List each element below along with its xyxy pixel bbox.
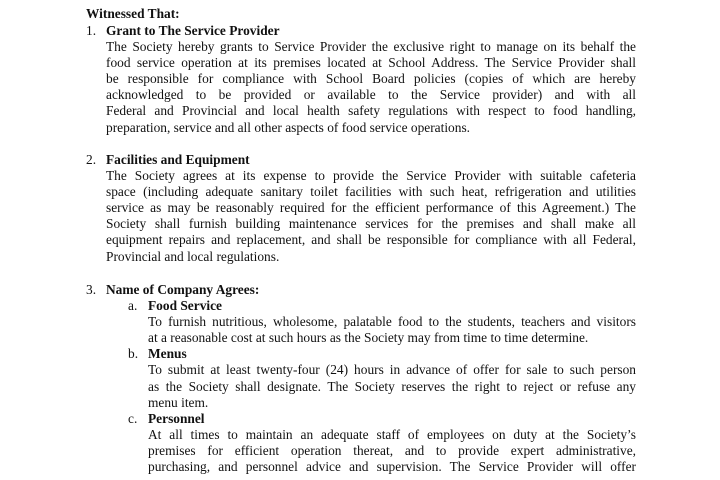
subsection-menus bbox=[128, 346, 636, 410]
body-line: acknowledged to be provided or available to the Service provider) and with all bbox=[106, 87, 636, 103]
document-heading: Witnessed That: bbox=[86, 6, 180, 21]
section-body bbox=[86, 168, 636, 265]
body-line: food service operation at its premises located at School Address. The Service Provider shall bbox=[106, 55, 636, 71]
subsection-body bbox=[128, 362, 636, 410]
body-line: preparation, service and all other aspects of food service operations. bbox=[106, 119, 471, 135]
body-line: The Society hereby grants to Service Provider the exclusive right to manage on its behalf the bbox=[106, 39, 636, 55]
subsection-body bbox=[128, 427, 636, 475]
section-title: Name of Company Agrees: bbox=[106, 282, 260, 297]
body-line: Society shall furnish building maintenance services for the premises and shall make all bbox=[106, 216, 636, 232]
section-company-agrees bbox=[86, 282, 636, 475]
body-line: at a reasonable cost at such hours as the Society may from time to time determine. bbox=[148, 330, 589, 346]
body-line: To submit at least twenty-four (24) hours in advance of offer for sale to such person bbox=[148, 362, 636, 378]
body-line: purchasing, and personnel advice and supervision. The Service Provider will offer bbox=[148, 459, 636, 475]
body-line: space (including adequate sanitary toilet facilities with such heat, refrigeration and utilities bbox=[106, 184, 636, 200]
subsection-letter: c. bbox=[128, 410, 138, 426]
body-line: equipment repairs and replacement, and shall be responsible for compliance with all Federal, bbox=[106, 232, 636, 248]
subsection-title: Menus bbox=[148, 346, 187, 362]
subsection-letter: b. bbox=[128, 346, 139, 362]
body-line: Federal and Provincial and local health safety regulations with respect to food handling, bbox=[106, 103, 636, 119]
body-line: premises for efficient operation thereat, and to provide expert administrative, bbox=[148, 442, 636, 458]
subsection-title: Food Service bbox=[148, 298, 223, 314]
section-title: Facilities and Equipment bbox=[106, 152, 250, 167]
subsection-letter: a. bbox=[128, 298, 138, 314]
section-number: 1. bbox=[86, 23, 97, 38]
body-line: Provincial and local regulations. bbox=[106, 248, 280, 264]
section-grant bbox=[86, 23, 636, 136]
body-line: service as may be reasonably required for the efficient performance of this Agreement.) The bbox=[106, 200, 636, 216]
subsection-body bbox=[128, 314, 636, 346]
section-body bbox=[86, 39, 636, 136]
section-title: Grant to The Service Provider bbox=[106, 23, 280, 38]
subsection-food-service bbox=[128, 298, 636, 346]
section-facilities bbox=[86, 152, 636, 265]
subsection-personnel bbox=[128, 411, 636, 475]
section-number: 3. bbox=[86, 282, 97, 297]
body-line: as the Society shall designate. The Society reserves the right to reject or refuse any bbox=[148, 378, 636, 394]
body-line: The Society agrees at its expense to provide the Service Provider with suitable cafeteria bbox=[106, 168, 636, 184]
body-line: At all times to maintain an adequate staff of employees on duty at the Society’s bbox=[148, 426, 636, 442]
section-number: 2. bbox=[86, 152, 97, 167]
body-line: menu item. bbox=[148, 394, 209, 410]
body-line: be responsible for compliance with School Board policies (copies of which are hereby bbox=[106, 71, 636, 87]
body-line: To furnish nutritious, wholesome, palatable food to the students, teachers and visitors bbox=[148, 314, 636, 330]
subsection-title: Personnel bbox=[148, 410, 205, 426]
